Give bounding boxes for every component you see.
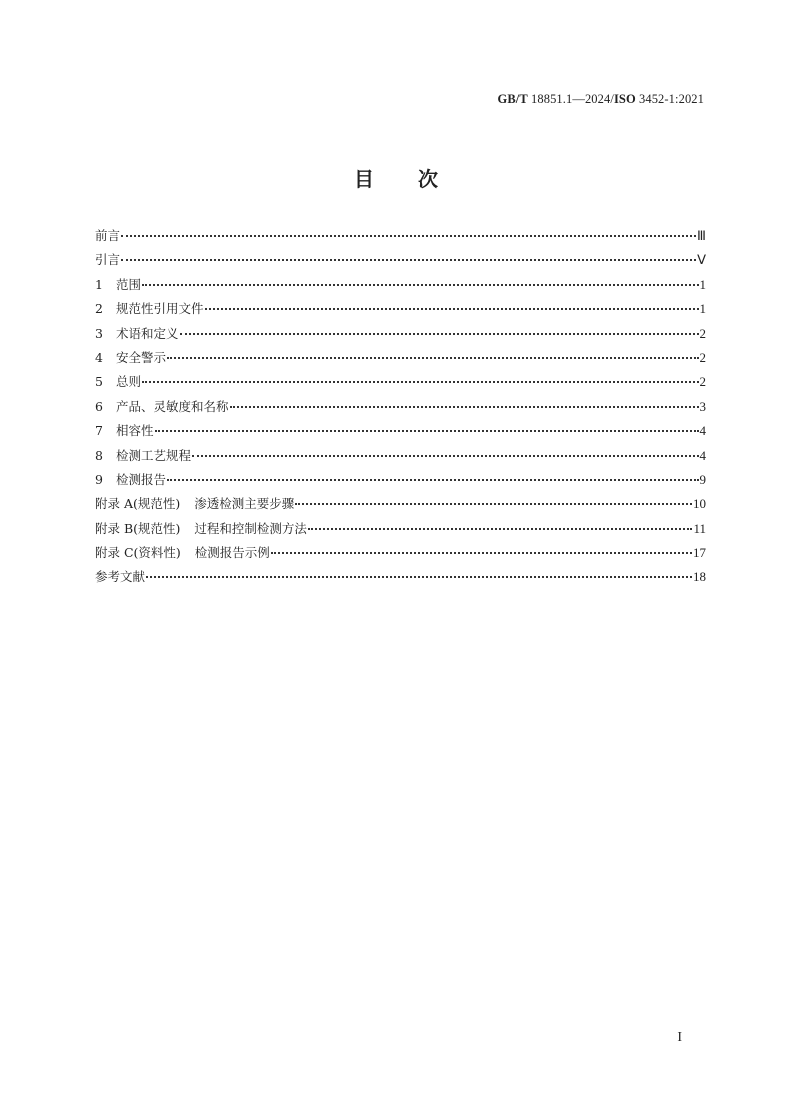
toc-entry-title: 范围: [116, 276, 142, 292]
toc-leader-dots: [308, 528, 693, 530]
toc-page-number: 1: [699, 301, 706, 317]
toc-entry[interactable]: [95, 324, 706, 348]
toc-entry[interactable]: [95, 494, 706, 518]
toc-leader-dots: [180, 333, 699, 335]
title-char-1: 目: [354, 167, 374, 191]
toc-page-number: 4: [699, 423, 706, 439]
iso-prefix: ISO: [613, 92, 636, 106]
std-number: 18851.1—2024/: [527, 92, 614, 106]
page-number: I: [677, 1030, 682, 1045]
toc-entry-label: [95, 543, 270, 561]
toc-leader-dots: [192, 455, 698, 457]
toc-section-number: 8: [95, 447, 103, 463]
toc-page-number: 2: [699, 349, 706, 365]
standard-header: [498, 92, 704, 107]
toc-entry[interactable]: [95, 421, 706, 445]
toc-page-number: 17: [693, 545, 706, 561]
toc-entry-label: [95, 470, 166, 488]
toc-entry-title: 渗透检测主要步骤: [194, 496, 295, 512]
toc-entry[interactable]: [95, 567, 706, 591]
toc-entry-label: [95, 226, 120, 244]
toc-section-number: 7: [95, 423, 103, 439]
toc-entry-title: 引言: [95, 252, 121, 268]
toc-page-number: 11: [693, 520, 706, 536]
toc-section-number: 9: [95, 471, 103, 487]
toc-entry-label: [95, 567, 145, 585]
toc-leader-dots: [205, 308, 699, 310]
toc-page-number: Ⅴ: [697, 252, 706, 268]
toc-entry[interactable]: [95, 470, 706, 494]
toc-entry[interactable]: [95, 543, 706, 567]
toc-entry-title: 安全警示: [116, 349, 167, 365]
toc-entry-title: 术语和定义: [116, 325, 179, 341]
toc-entry[interactable]: [95, 397, 706, 421]
toc-leader-dots: [121, 259, 696, 261]
toc-section-number: 3: [95, 325, 103, 341]
toc-page-number: 18: [693, 569, 706, 585]
toc-page-number: Ⅲ: [697, 228, 706, 243]
toc-entry[interactable]: [95, 226, 706, 250]
page-title: [0, 163, 792, 192]
toc-entry-title: 总则: [116, 374, 142, 390]
toc-leader-dots: [146, 576, 692, 578]
toc-entry-title: 检测报告: [116, 471, 167, 487]
toc-entry-title: 规范性引用文件: [116, 301, 204, 317]
toc-entry[interactable]: [95, 348, 706, 372]
toc-page-number: 1: [699, 276, 706, 292]
toc-entry-title: 过程和控制检测方法: [194, 520, 307, 536]
toc-page-number: 2: [699, 374, 706, 390]
toc-section-number: 5: [95, 374, 103, 390]
toc-entry-label: [95, 446, 191, 464]
toc-section-number: 4: [95, 349, 103, 365]
toc-entry[interactable]: [95, 299, 706, 323]
toc-leader-dots: [167, 479, 698, 481]
toc-section-number: 2: [95, 301, 103, 317]
toc-entry[interactable]: [95, 519, 706, 543]
toc-leader-dots: [142, 284, 698, 286]
toc-leader-dots: [167, 357, 698, 359]
toc-page-number: 9: [699, 471, 706, 487]
title-char-2: 次: [418, 167, 438, 191]
toc-entry-title: 产品、灵敏度和名称: [116, 398, 229, 414]
toc-page-number: 10: [693, 496, 706, 512]
toc-appendix-prefix: 附录 A(规范性): [95, 496, 181, 512]
toc-page-number: 4: [699, 447, 706, 463]
toc-entry-label: [95, 397, 229, 415]
toc-appendix-prefix: 附录 C(资料性): [95, 545, 181, 561]
toc-entry-title: 检测报告示例: [194, 545, 270, 561]
toc-leader-dots: [121, 235, 696, 237]
toc-entry[interactable]: [95, 275, 706, 299]
toc-leader-dots: [271, 552, 692, 554]
toc-section-number: 1: [95, 276, 103, 292]
toc-page-number: 3: [699, 398, 706, 414]
toc-entry-label: [95, 494, 294, 512]
toc-leader-dots: [295, 503, 692, 505]
toc-entry-title: 前言: [95, 228, 121, 243]
toc-entry[interactable]: [95, 446, 706, 470]
toc-entry-title: 参考文献: [95, 569, 146, 585]
toc-entry-title: 检测工艺规程: [116, 447, 192, 463]
toc-entry-label: [95, 250, 120, 268]
toc-entry[interactable]: [95, 372, 706, 396]
iso-number: 3452-1:2021: [635, 92, 704, 106]
toc-section-number: 6: [95, 398, 103, 414]
toc-leader-dots: [230, 406, 699, 408]
toc-entry-label: [95, 421, 154, 439]
toc-page-number: 2: [699, 325, 706, 341]
toc-leader-dots: [142, 381, 698, 383]
toc-entry-title: 相容性: [116, 423, 154, 439]
toc-entry-label: [95, 324, 179, 342]
toc-entry-label: [95, 372, 141, 390]
toc-leader-dots: [155, 430, 699, 432]
toc-entry-label: [95, 348, 166, 366]
std-prefix: GB/T: [497, 92, 528, 106]
toc-entry-label: [95, 275, 141, 293]
toc-appendix-prefix: 附录 B(规范性): [95, 520, 181, 536]
toc-entry[interactable]: [95, 250, 706, 274]
toc-entry-label: [95, 299, 204, 317]
toc-entry-label: [95, 519, 307, 537]
table-of-contents: [95, 226, 706, 592]
